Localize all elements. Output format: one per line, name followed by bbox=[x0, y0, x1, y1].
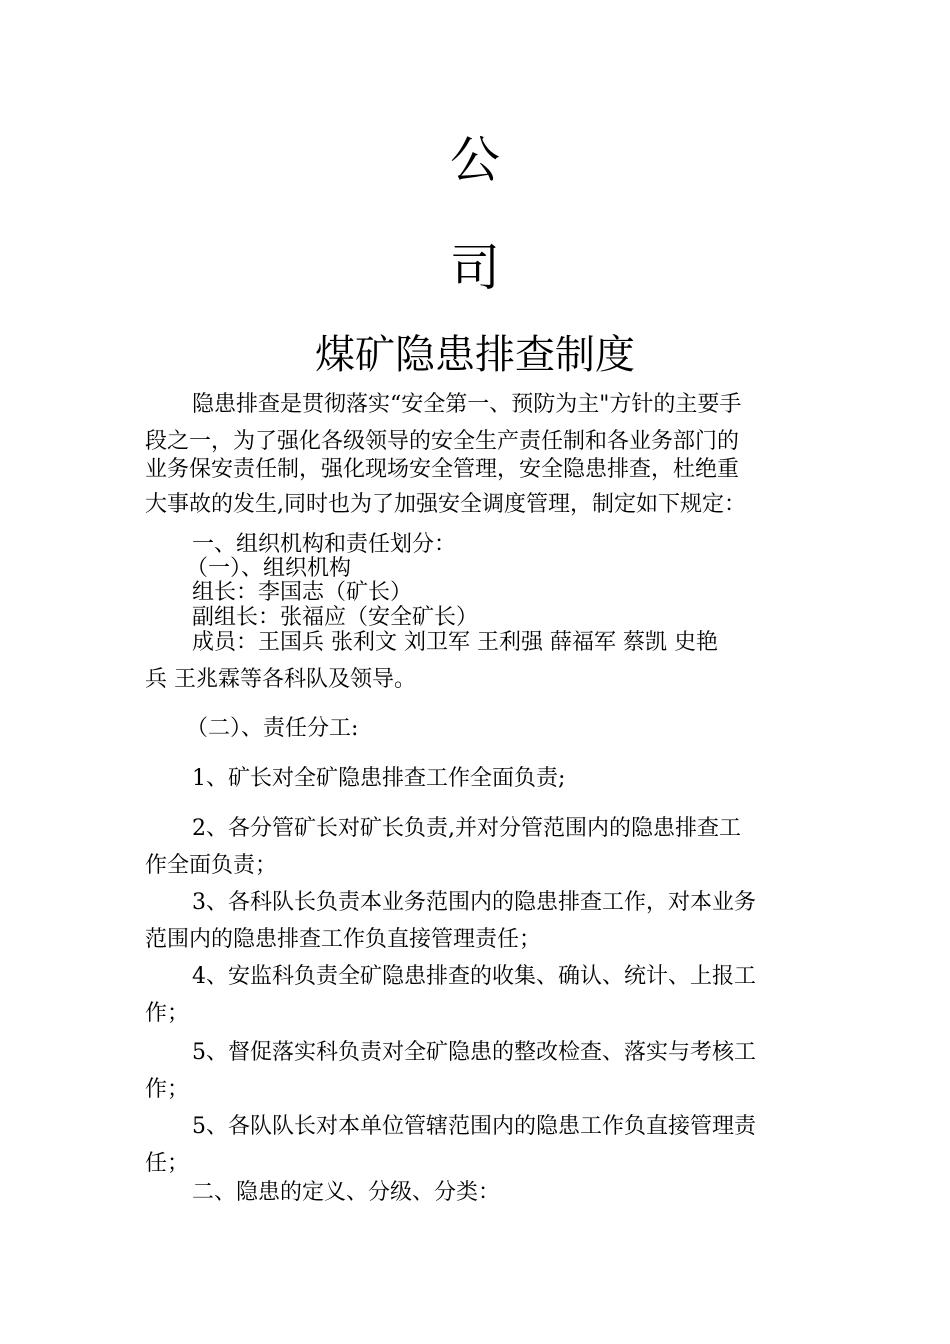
members-line-1: 成员：王国兵 张利文 刘卫军 王利强 薛福军 蔡凯 史艳 bbox=[192, 630, 718, 655]
section2-heading: 二、隐患的定义、分级、分类： bbox=[192, 1180, 501, 1205]
duty-2-line-2: 作全面负责； bbox=[145, 853, 278, 878]
company-name-char-2: 司 bbox=[450, 239, 500, 297]
intro-line-2: 段之一，为了强化各级领导的安全生产责任制和各业务部门的 bbox=[145, 429, 740, 454]
section1-heading: 一、组织机构和责任划分： bbox=[192, 532, 457, 557]
deputy-line: 副组长：张福应（安全矿长） bbox=[192, 605, 479, 630]
duty-2-line-1: 2、各分管矿长对矿长负责,并对分管范围内的隐患排查工 bbox=[192, 816, 741, 841]
intro-line-1: 隐患排查是贯彻落实“安全第一、预防为主"方针的主要手 bbox=[192, 392, 742, 417]
leader-line: 组长：李国志（矿长） bbox=[192, 580, 413, 605]
document-title: 煤矿隐患排查制度 bbox=[315, 332, 635, 378]
intro-line-4: 大事故的发生,同时也为了加强安全调度管理，制定如下规定： bbox=[145, 492, 746, 517]
duty-1-line-1: 1、矿长对全矿隐患排查工作全面负责; bbox=[192, 766, 566, 791]
intro-line-3: 业务保安责任制，强化现场安全管理，安全隐患排查，杜绝重 bbox=[145, 457, 740, 482]
duty-3-line-2: 范围内的隐患排查工作负直接管理责任； bbox=[145, 927, 542, 952]
company-name-char-1: 公 bbox=[450, 131, 500, 189]
section1-sub2: （二）、责任分工: bbox=[186, 716, 359, 741]
duty-4-line-2: 作； bbox=[145, 1001, 190, 1026]
duty-3-line-1: 3、各科队长负责本业务范围内的隐患排查工作，对本业务 bbox=[192, 890, 756, 915]
duty-4-line-1: 4、安监科负责全矿隐患排查的收集、确认、统计、上报工 bbox=[192, 964, 756, 989]
duty-5-line-1: 5、督促落实科负责对全矿隐患的整改检查、落实与考核工 bbox=[192, 1040, 756, 1065]
duty-6-line-2: 任； bbox=[145, 1151, 190, 1176]
members-line-2: 兵 王兆霖等各科队及领导。 bbox=[145, 667, 416, 692]
duty-5-line-2: 作； bbox=[145, 1077, 190, 1102]
section1-sub1: （一）、组织机构 bbox=[186, 556, 352, 581]
duty-6-line-1: 5、各队队长对本单位管辖范围内的隐患工作负直接管理责 bbox=[192, 1114, 756, 1139]
